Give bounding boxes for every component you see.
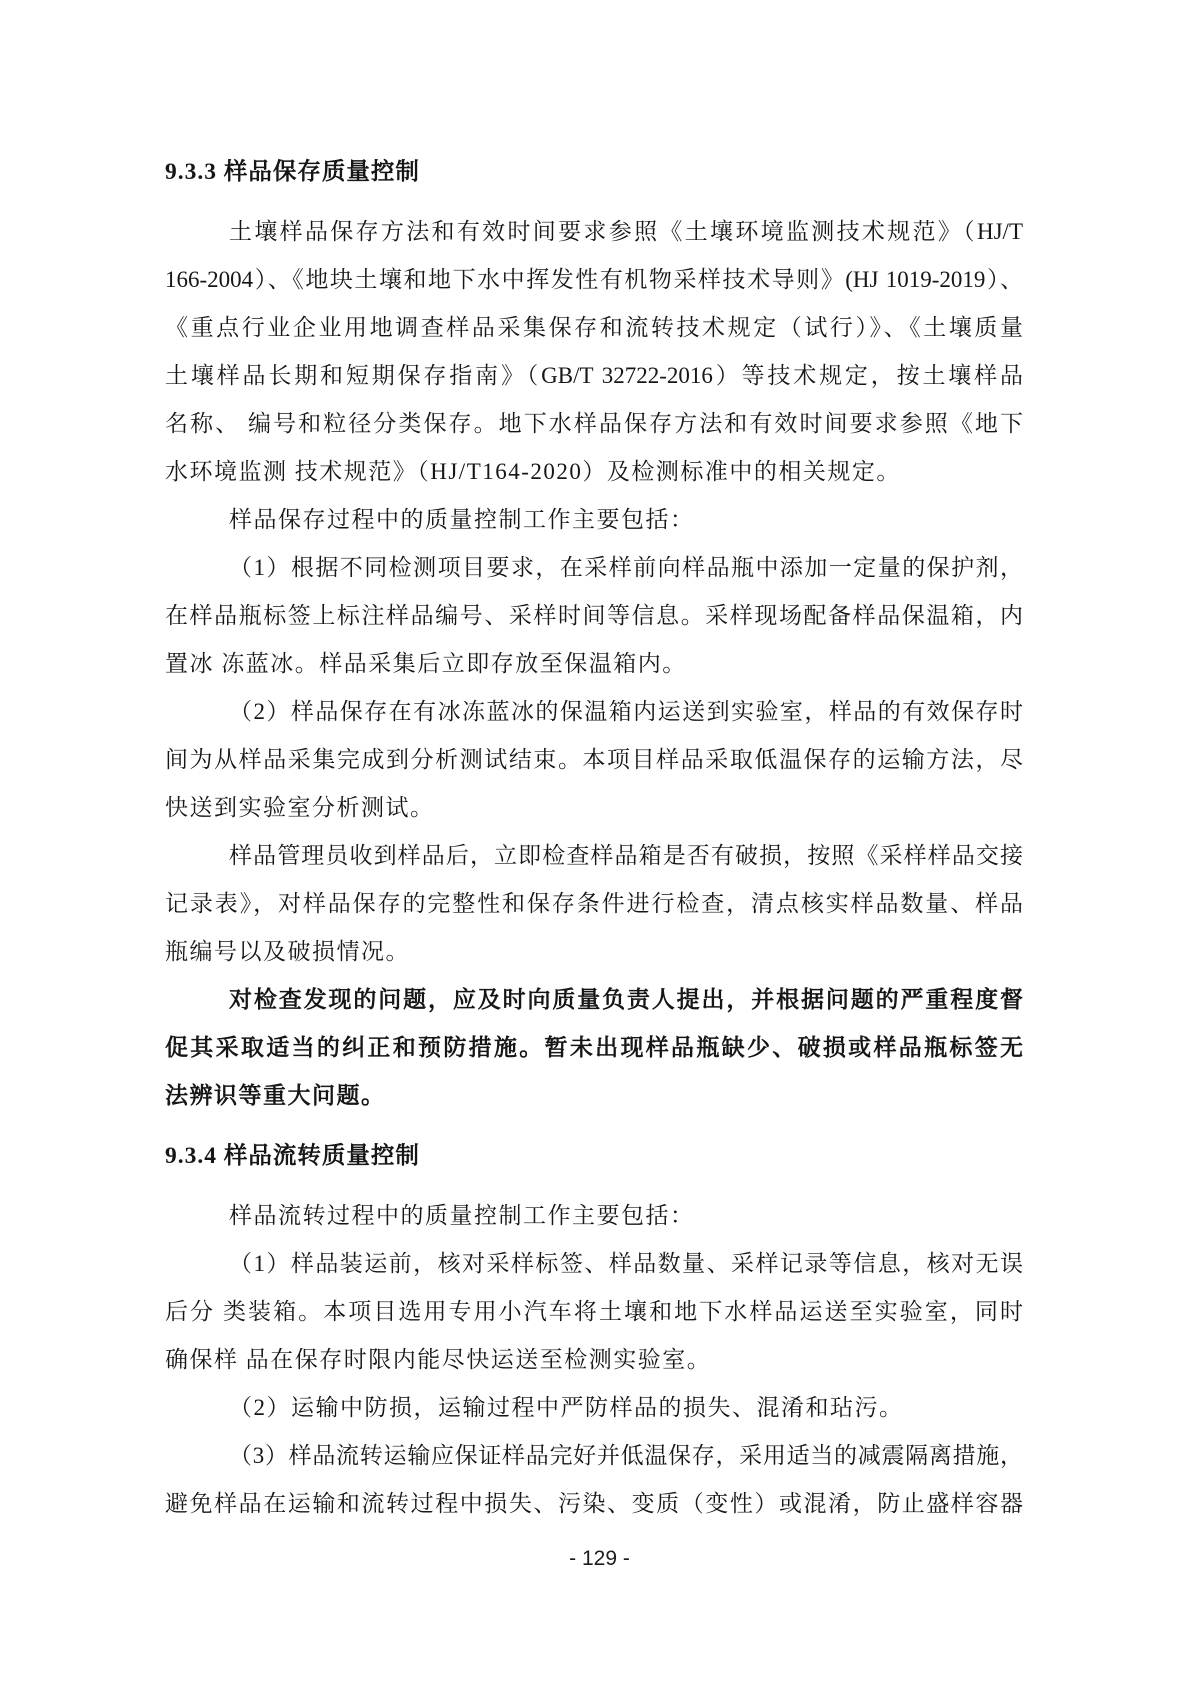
paragraph: [165, 832, 1023, 976]
text-line: 样品保存过程中的质量控制工作主要包括：: [229, 507, 695, 532]
text-line: 后分 类装箱。本项目选用专用小汽车将土壤和地下水样品运送至实验室，同时: [165, 1299, 1023, 1324]
text-line: 法辨识等重大问题。: [165, 1083, 386, 1108]
text-line: 快送到实验室分析测试。: [165, 795, 435, 820]
paragraph: [165, 688, 1023, 832]
text-line: （2）运输中防损，运输过程中严防样品的损失、混淆和玷污。: [229, 1395, 904, 1420]
text-line: 土壤样品长期和短期保存指南》（GB/T 32722-2016）等技术规定，按土壤样品: [165, 363, 1023, 388]
text-line: 水环境监测 技术规范》（HJ/T164-2020）及检测标准中的相关规定。: [165, 459, 901, 484]
document-body: [165, 148, 1023, 1528]
paragraph: [165, 1384, 1023, 1432]
text-line: 土壤样品保存方法和有效时间要求参照《土壤环境监测技术规范》（HJ/T: [229, 219, 1023, 244]
text-line: 记录表》，对样品保存的完整性和保存条件进行检查，清点核实样品数量、样品: [165, 891, 1023, 916]
text-line: （1）样品装运前，核对采样标签、样品数量、采样记录等信息，核对无误: [229, 1251, 1023, 1276]
text-line: 置冰 冻蓝冰。样品采集后立即存放至保温箱内。: [165, 651, 687, 676]
text-line: （1）根据不同检测项目要求，在采样前向样品瓶中添加一定量的保护剂，: [229, 555, 1023, 580]
paragraph: [165, 1432, 1023, 1528]
paragraph: [165, 1240, 1023, 1384]
text-line: （3）样品流转运输应保证样品完好并低温保存，采用适当的减震隔离措施，: [229, 1443, 1023, 1468]
section-heading: 9.3.4 样品流转质量控制: [165, 1143, 420, 1169]
page-footer: [0, 1544, 1199, 1574]
text-line: 间为从样品采集完成到分析测试结束。本项目样品采取低温保存的运输方法，尽: [165, 747, 1023, 772]
paragraph: [165, 1192, 1023, 1240]
text-line: 《重点行业企业用地调查样品采集保存和流转技术规定（试行）》、《土壤质量: [165, 315, 1023, 340]
text-line: 促其采取适当的纠正和预防措施。暂未出现样品瓶缺少、破损或样品瓶标签无: [165, 1035, 1023, 1060]
text-line: 166-2004）、《地块土壤和地下水中挥发性有机物采样技术导则》(HJ 1019-2019）、: [165, 267, 1023, 292]
text-line: 瓶编号以及破损情况。: [165, 939, 410, 964]
paragraph: [165, 208, 1023, 496]
page-number: - 129 -: [569, 1547, 630, 1570]
text-line: 样品流转过程中的质量控制工作主要包括：: [229, 1203, 695, 1228]
text-line: 确保样 品在保存时限内能尽快运送至检测实验室。: [165, 1347, 712, 1372]
paragraph: [165, 976, 1023, 1120]
text-line: 对检查发现的问题，应及时向质量负责人提出，并根据问题的严重程度督: [229, 987, 1023, 1012]
paragraph: [165, 544, 1023, 688]
text-line: 避免样品在运输和流转过程中损失、污染、变质（变性）或混淆，防止盛样容器: [165, 1491, 1023, 1516]
text-line: 样品管理员收到样品后，立即检查样品箱是否有破损，按照《采样样品交接: [229, 843, 1023, 868]
paragraph: [165, 496, 1023, 544]
text-line: （2）样品保存在有冰冻蓝冰的保温箱内运送到实验室，样品的有效保存时: [229, 699, 1023, 724]
section-heading: 9.3.3 样品保存质量控制: [165, 159, 420, 185]
text-line: 名称、 编号和粒径分类保存。地下水样品保存方法和有效时间要求参照《地下: [165, 411, 1023, 436]
text-line: 在样品瓶标签上标注样品编号、采样时间等信息。采样现场配备样品保温箱，内: [165, 603, 1023, 628]
